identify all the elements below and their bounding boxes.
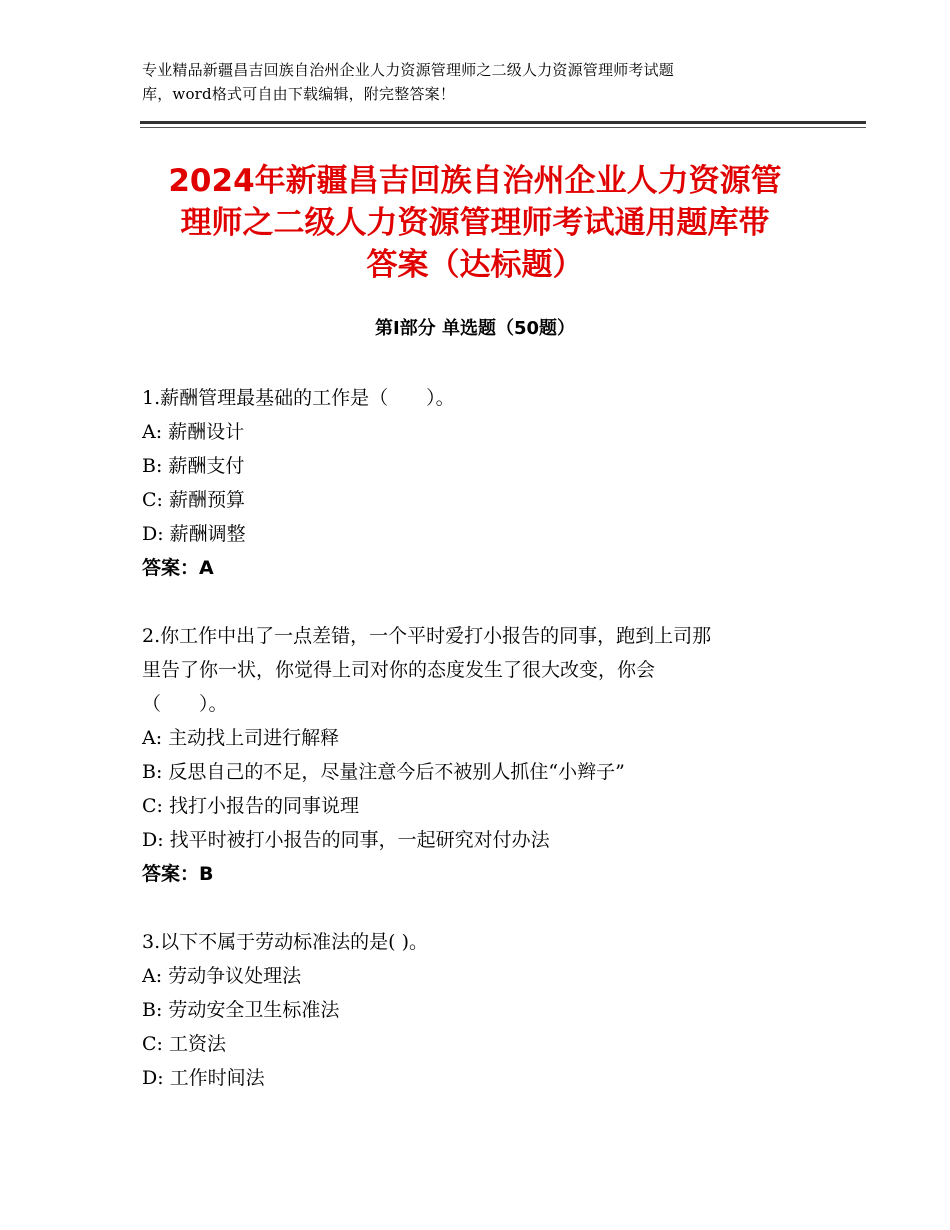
option-b: B: 反思自己的不足，尽量注意今后不被别人抓住“小辫子”: [142, 761, 625, 783]
document-title: [120, 160, 830, 286]
option-a: A: 薪酬设计: [142, 421, 245, 443]
question-3: [142, 925, 822, 1095]
option-b: B: 劳动安全卫生标准法: [142, 999, 340, 1021]
header-note-line-2: 库，word格式可自由下载编辑，附完整答案！: [142, 85, 456, 103]
header-note-line-1: 专业精品新疆昌吉回族自治州企业人力资源管理师之二级人力资源管理师考试题: [142, 61, 675, 79]
option-c: C: 工资法: [142, 1033, 226, 1055]
question-stem: 里告了你一状，你觉得上司对你的态度发生了很大改变，你会: [142, 659, 656, 681]
option-c: C: 薪酬预算: [142, 489, 245, 511]
title-line-2: 理师之二级人力资源管理师考试通用题库带: [180, 205, 770, 241]
question-stem: 3.以下不属于劳动标准法的是( )。: [142, 931, 428, 953]
title-line-3: 答案（达标题）: [366, 247, 584, 283]
option-d: D: 找平时被打小报告的同事，一起研究对付办法: [142, 829, 550, 851]
answer: 答案：B: [142, 863, 214, 885]
answer: 答案：A: [142, 557, 214, 579]
title-line-1: 2024年新疆昌吉回族自治州企业人力资源管: [168, 163, 782, 199]
option-a: A: 劳动争议处理法: [142, 965, 302, 987]
option-a: A: 主动找上司进行解释: [142, 727, 340, 749]
option-d: D: 工作时间法: [142, 1067, 265, 1089]
section-heading: 第Ⅰ部分 单选题（50题）: [374, 318, 575, 339]
question-2: [142, 619, 822, 891]
question-1: [142, 381, 822, 585]
option-d: D: 薪酬调整: [142, 523, 246, 545]
header-divider-thin: [140, 127, 866, 128]
question-stem: （ ）。: [142, 693, 228, 715]
option-b: B: 薪酬支付: [142, 455, 245, 477]
question-stem: 1.薪酬管理最基础的工作是（ ）。: [142, 387, 455, 409]
header-divider-thick: [140, 121, 866, 124]
option-c: C: 找打小报告的同事说理: [142, 795, 359, 817]
question-stem: 2.你工作中出了一点差错，一个平时爱打小报告的同事，跑到上司那: [142, 625, 712, 647]
question-list: [142, 381, 822, 1129]
header-note: [142, 58, 822, 106]
